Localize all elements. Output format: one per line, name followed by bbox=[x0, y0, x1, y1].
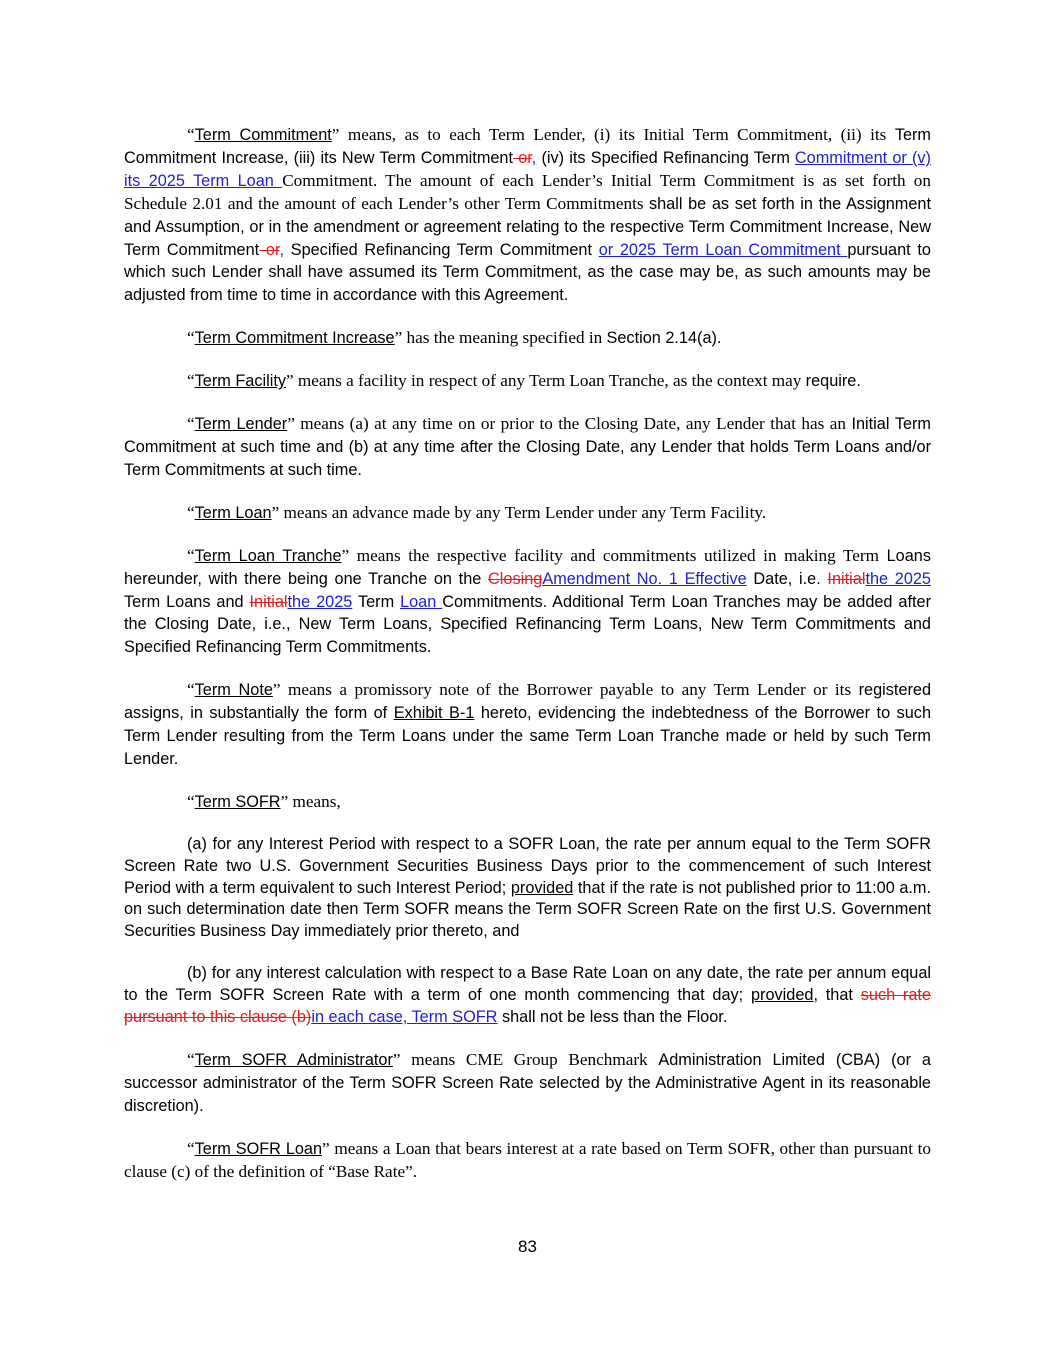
text: ” means an advance made by any Term Lender under any Term Facility. bbox=[271, 502, 767, 522]
deleted-text: Initial bbox=[827, 569, 866, 588]
definition-term-loan-tranche: “Term Loan Tranche” means the respective facility and commitments utilized in making Term Loans hereunder, with there being one Tranche on the ClosingAmendment No. 1 Effective Date, i.e. Initialthe 2025 Term Loans and Initialthe 2025 Term Loan Commitments. Additional Term Loan Tranches may be added after the Closing Date, i.e., New Term Loans, Specified Refinancing Term Loans, New Term Commitments and Specified Refinancing Term Commitments. bbox=[124, 545, 931, 657]
deleted-text: Initial bbox=[249, 592, 288, 611]
exhibit-reference: Exhibit B-1 bbox=[393, 704, 475, 723]
text: Term Commitment Increase, (iii) its New Term Commitment bbox=[124, 126, 931, 167]
text: shall be as set forth in the Assignment and Assumption, or in the amendment or agreement relating to the respective Term Commitment Increase, New Term Commitment bbox=[124, 194, 932, 259]
defined-term: Term Loan Tranche bbox=[194, 546, 342, 565]
inserted-text: , bbox=[279, 240, 284, 259]
defined-term: Term Commitment bbox=[194, 126, 332, 144]
text: (iv) its Specified Refinancing Term bbox=[536, 148, 790, 167]
deleted-text: or bbox=[259, 240, 280, 259]
text: Term bbox=[352, 592, 401, 611]
text: , that bbox=[813, 986, 861, 1005]
definition-term-facility: “Term Facility” means a facility in respect of any Term Loan Tranche, as the context may require. bbox=[187, 371, 861, 391]
definition-term-sofr-loan: “Term SOFR Loan” means a Loan that bears interest at a rate based on Term SOFR, other than pursuant to clause (c) of the definition of “Base Rate”. bbox=[124, 1138, 931, 1181]
inserted-text: or 2025 Term Loan Commitment bbox=[598, 240, 848, 259]
text: Term Loans and bbox=[124, 592, 250, 611]
defined-term: Term Note bbox=[194, 681, 273, 700]
text: hereto, evidencing the indebtedness of the Borrower to such Term Lender resulting from the Term Loans under the same Term Loan Tranche made or held by such Term Lender. bbox=[124, 704, 932, 768]
text: ” means the respective facility and commitments utilized in making Term bbox=[341, 545, 880, 565]
text: Commitment. The amount of each Lender’s Initial Term Commitment is as set forth on Schedule 2.01 and the amount of each Lender’s other Term Commitments bbox=[124, 170, 931, 213]
inserted-text: , bbox=[531, 148, 537, 167]
text: (b) for any interest calculation with respect to a Base Rate Loan on any date, the rate per annum equal to the Term SOFR Screen Rate with a term of one month commencing that day; bbox=[124, 964, 931, 1005]
text: ” means (a) at any time on or prior to the Closing Date, any Lender that has an bbox=[287, 414, 846, 434]
defined-term: Term SOFR Administrator bbox=[194, 1051, 393, 1069]
definition-term-lender: “Term Lender” means (a) at any time on or prior to the Closing Date, any Lender that has an Initial Term Commitment at such time and (b) at any time after the Closing Date, any Lender that holds Term Loans and/or Term Commitments at such time. bbox=[124, 414, 931, 479]
open-quote: “ bbox=[187, 125, 195, 144]
text: Section 2.14(a). bbox=[606, 329, 722, 348]
definition-term-sofr-administrator: “Term SOFR Administrator” means CME Group Benchmark Administration Limited (CBA) (or a successor administrator of the Term SOFR Screen Rate selected by the Administrative Agent in its reasonable discretion). bbox=[124, 1050, 931, 1115]
deleted-text: such rate pursuant to this clause (b) bbox=[124, 986, 931, 1027]
text: ” means, as to each Term Lender, (i) its Initial Term Commitment, (ii) its bbox=[331, 125, 887, 144]
inserted-text: Amendment No. 1 Effective bbox=[542, 569, 747, 588]
text: ” means a facility in respect of any Term Loan Tranche, as the context may bbox=[286, 371, 802, 391]
term-sofr-clause-b bbox=[124, 963, 931, 1029]
defined-term: Term Lender bbox=[194, 415, 288, 434]
inserted-text: Commitment or (v) its 2025 Term Loan bbox=[124, 148, 931, 190]
inserted-text: the 2025 bbox=[865, 569, 931, 588]
text: ” has the meaning specified in bbox=[394, 328, 607, 348]
deleted-text: or bbox=[513, 148, 532, 167]
text: Loans hereunder, with there being one Tranche on the bbox=[124, 546, 931, 588]
text: Administration Limited (CBA) (or a successor administrator of the Term SOFR Screen Rate selected by the Administrative Agent in its reasonable discretion). bbox=[124, 1051, 931, 1115]
text: ” means a Loan that bears interest at a rate based on Term SOFR, other than pursuant to clause (c) of the definition of “Base Rate”. bbox=[124, 1138, 931, 1181]
text: Commitments. Additional Term Loan Tranches may be added after the Closing Date, i.e., New Term Loans, Specified Refinancing Term Loans, New Term Commitments and Specified Refinancing Term Commitments. bbox=[124, 592, 931, 657]
definition-term-loan: “Term Loan” means an advance made by any Term Lender under any Term Facility. bbox=[187, 502, 767, 522]
definition-term-note: “Term Note” means a promissory note of the Borrower payable to any Term Lender or its registered assigns, in substantially the form of Exhibit B-1 hereto, evidencing the indebtedness of the Borrower to such Term Lender resulting from the Term Loans under the same Term Loan Tranche made or held by such Term Lender. bbox=[124, 680, 932, 768]
page-number: 83 bbox=[518, 1237, 537, 1256]
text: Specified Refinancing Term Commitment bbox=[284, 240, 599, 259]
defined-term: Term Commitment Increase bbox=[194, 329, 395, 348]
definition-term-commitment-increase: “Term Commitment Increase” has the meaning specified in Section 2.14(a). bbox=[187, 328, 722, 348]
inserted-text: Loan bbox=[400, 592, 443, 611]
document-body bbox=[124, 124, 931, 1203]
text: require. bbox=[805, 372, 861, 391]
provided-term: provided bbox=[751, 986, 814, 1005]
text: that if the rate is not published prior to 11:00 a.m. on such determination date then Term SOFR means the Term SOFR Screen Rate on the first U.S. Government Securities Business Day immediately prior thereto, and bbox=[124, 878, 931, 941]
text: ” means, bbox=[280, 791, 341, 811]
provided-term: provided bbox=[510, 878, 574, 897]
deleted-text: Closing bbox=[488, 569, 543, 588]
text: shall not be less than the Floor. bbox=[497, 1008, 728, 1027]
text: Date, i.e. bbox=[746, 569, 828, 588]
defined-term: Term Loan bbox=[194, 503, 272, 522]
text: (a) for any Interest Period with respect to a SOFR Loan, the rate per annum equal to the Term SOFR Screen Rate two U.S. Government Securities Business Days prior to the commencement of such Interest Period with a term equivalent to such Interest Period; bbox=[124, 834, 931, 897]
text: Initial Term Commitment at such time and (b) at any time after the Closing Date, any Lender that holds Term Loans and/or Term Commitments at such time. bbox=[124, 415, 931, 479]
inserted-text: the 2025 bbox=[287, 592, 353, 611]
text: ” means a promissory note of the Borrower payable to any Term Lender or its bbox=[272, 680, 852, 700]
definition-term-commitment bbox=[124, 124, 931, 307]
inserted-text: in each case, Term SOFR bbox=[311, 1008, 498, 1027]
text: ” means CME Group Benchmark bbox=[392, 1050, 659, 1069]
text: registered assigns, in substantially the form of bbox=[124, 681, 932, 723]
defined-term: Term SOFR Loan bbox=[194, 1139, 323, 1158]
term-sofr-clause-a bbox=[124, 834, 931, 944]
text: pursuant to which such Lender shall have assumed its Term Commitment, as the case may be, as such amounts may be adjusted from time to time in accordance with this Agreement. bbox=[124, 240, 931, 305]
defined-term: Term SOFR bbox=[194, 792, 281, 811]
definition-term-sofr: “Term SOFR” means, bbox=[187, 791, 341, 811]
defined-term: Term Facility bbox=[194, 372, 286, 391]
